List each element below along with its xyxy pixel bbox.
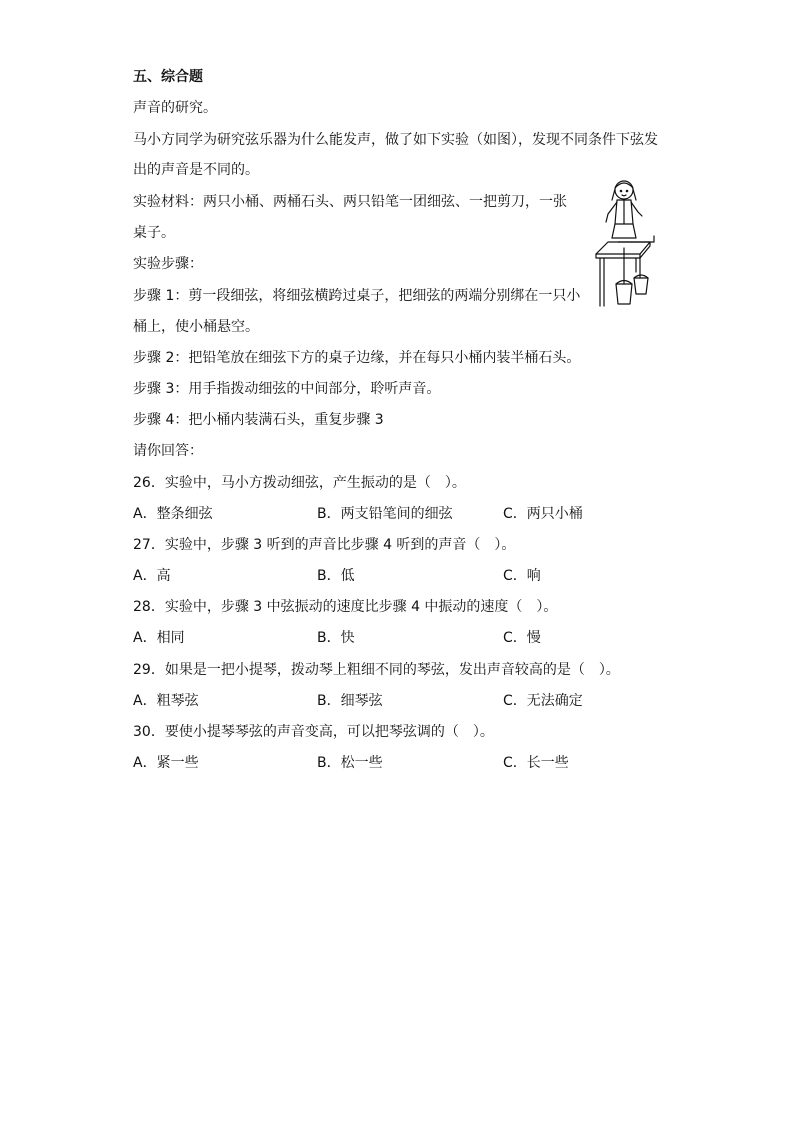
question-29: 29．如果是一把小提琴，拨动琴上粗细不同的琴弦，发出声音较高的是（ ）。 bbox=[133, 662, 620, 678]
intro-line-2: 出的声音是不同的。 bbox=[133, 162, 259, 178]
q26-option-c: C．两只小桶 bbox=[503, 506, 583, 522]
step-3: 步骤 3：用手指拨动细弦的中间部分，聆听声音。 bbox=[133, 381, 441, 397]
q29-option-b: B．细琴弦 bbox=[317, 693, 383, 709]
q30-option-a: A．紧一些 bbox=[133, 755, 199, 771]
q29-option-a: A．粗琴弦 bbox=[133, 693, 199, 709]
intro-line-1: 马小方同学为研究弦乐器为什么能发声，做了如下实验（如图），发现不同条件下弦发 bbox=[133, 132, 658, 148]
steps-title: 实验步骤： bbox=[133, 256, 203, 272]
materials-line-1: 实验材料：两只小桶、两桶石头、两只铅笔一团细弦、一把剪刀，一张 bbox=[133, 194, 567, 210]
q28-option-b: B．快 bbox=[317, 630, 355, 646]
q29-option-c: C．无法确定 bbox=[503, 693, 583, 709]
question-30: 30．要使小提琴琴弦的声音变高，可以把琴弦调的（ ）。 bbox=[133, 724, 494, 740]
question-26: 26．实验中，马小方拨动细弦，产生振动的是（ ）。 bbox=[133, 475, 466, 491]
question-27: 27．实验中，步骤 3 听到的声音比步骤 4 听到的声音（ ）。 bbox=[133, 537, 516, 553]
q30-option-b: B．松一些 bbox=[317, 755, 383, 771]
topic-line: 声音的研究。 bbox=[133, 100, 217, 116]
materials-line-2: 桌子。 bbox=[133, 225, 175, 241]
section-title: 五、综合题 bbox=[133, 69, 203, 85]
q28-option-c: C．慢 bbox=[503, 630, 541, 646]
q27-option-c: C．响 bbox=[503, 568, 541, 584]
experiment-illustration bbox=[594, 176, 662, 316]
step-4: 步骤 4：把小桶内装满石头，重复步骤 3 bbox=[133, 412, 384, 428]
answer-prompt: 请你回答： bbox=[133, 443, 203, 459]
q26-option-b: B．两支铅笔间的细弦 bbox=[317, 506, 453, 522]
step-1-line-2: 桶上，使小桶悬空。 bbox=[133, 319, 259, 335]
question-28: 28．实验中，步骤 3 中弦振动的速度比步骤 4 中振动的速度（ ）。 bbox=[133, 599, 558, 615]
q30-option-c: C．长一些 bbox=[503, 755, 569, 771]
q26-option-a: A．整条细弦 bbox=[133, 506, 213, 522]
q27-option-a: A．高 bbox=[133, 568, 171, 584]
q27-option-b: B．低 bbox=[317, 568, 355, 584]
step-2: 步骤 2：把铅笔放在细弦下方的桌子边缘，并在每只小桶内装半桶石头。 bbox=[133, 350, 581, 366]
q28-option-a: A．相同 bbox=[133, 630, 185, 646]
step-1-line-1: 步骤 1：剪一段细弦，将细弦横跨过桌子，把细弦的两端分别绑在一只小 bbox=[133, 288, 581, 304]
